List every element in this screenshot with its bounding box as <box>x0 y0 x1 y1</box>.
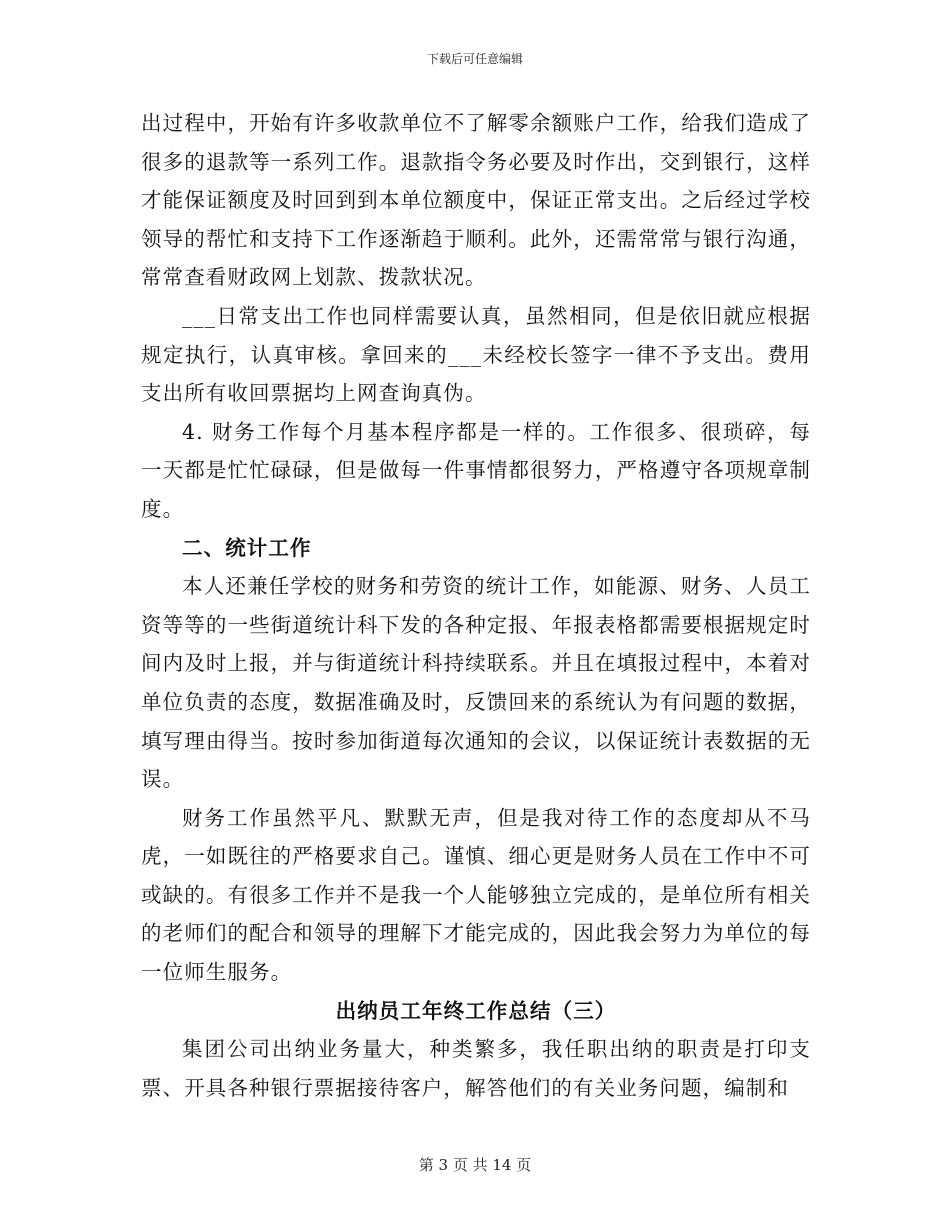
document-title-part-three: 出纳员工年终工作总结（三） <box>335 998 617 1023</box>
paragraph-cashier-duties: 集团公司出纳业务量大，种类繁多，我任职出纳的职责是打印支票、开具各种银行票据接待客户，解答他们的有关业务问题，编制和 <box>141 1037 811 1100</box>
paragraph-work-attitude: 财务工作虽然平凡、默默无声，但是我对待工作的态度却从不马虎，一如既往的严格要求自己。谨慎、细心更是财务人员在工作中不可或缺的。有很多工作并不是我一个人能够独立完成的，是单位所有相关的老师们的配合和领导的理解下才能完成的，因此我会努力为单位的每一位师生服务。 <box>141 805 811 985</box>
paragraph-monthly-procedure: 4. 财务工作每个月基本程序都是一样的。工作很多、很琐碎，每一天都是忙忙碌碌，但是做每一件事情都很努力，严格遵守各项规章制度。 <box>141 419 811 521</box>
paragraph-statistics-work: 本人还兼任学校的财务和劳资的统计工作，如能源、财务、人员工资等等的一些街道统计科下发的各种定报、年报表格都需要根据规定时间内及时上报，并与街道统计科持续联系。并且在填报过程中，本着对单位负责的态度，数据准确及时，反馈回来的系统认为有问题的数据，填写理由得当。按时参加街道每次通知的会议，以保证统计表数据的无误。 <box>141 574 811 792</box>
page-number: 第 3 页 共 14 页 <box>418 1156 532 1174</box>
paragraph-daily-expenses: ___日常支出工作也同样需要认真，虽然相同，但是依旧就应根据规定执行，认真审核。拿回来的___未经校长签字一律不予支出。费用支出所有收回票据均上网查询真伪。 <box>141 303 811 406</box>
section-heading-statistics: 二、统计工作 <box>182 535 312 560</box>
document-body <box>141 104 811 1107</box>
page-header-note: 下载后可任意编辑 <box>426 52 523 66</box>
paragraph-refund-process: 出过程中，开始有许多收款单位不了解零余额账户工作，给我们造成了很多的退款等一系列工作。退款指令务必要及时作出，交到银行，这样才能保证额度及时回到到本单位额度中，保证正常支出。之后经过学校领导的帮忙和支持下工作逐渐趋于顺利。此外，还需常常与银行沟通，常常查看财政网上划款、拨款状况。 <box>141 111 811 290</box>
